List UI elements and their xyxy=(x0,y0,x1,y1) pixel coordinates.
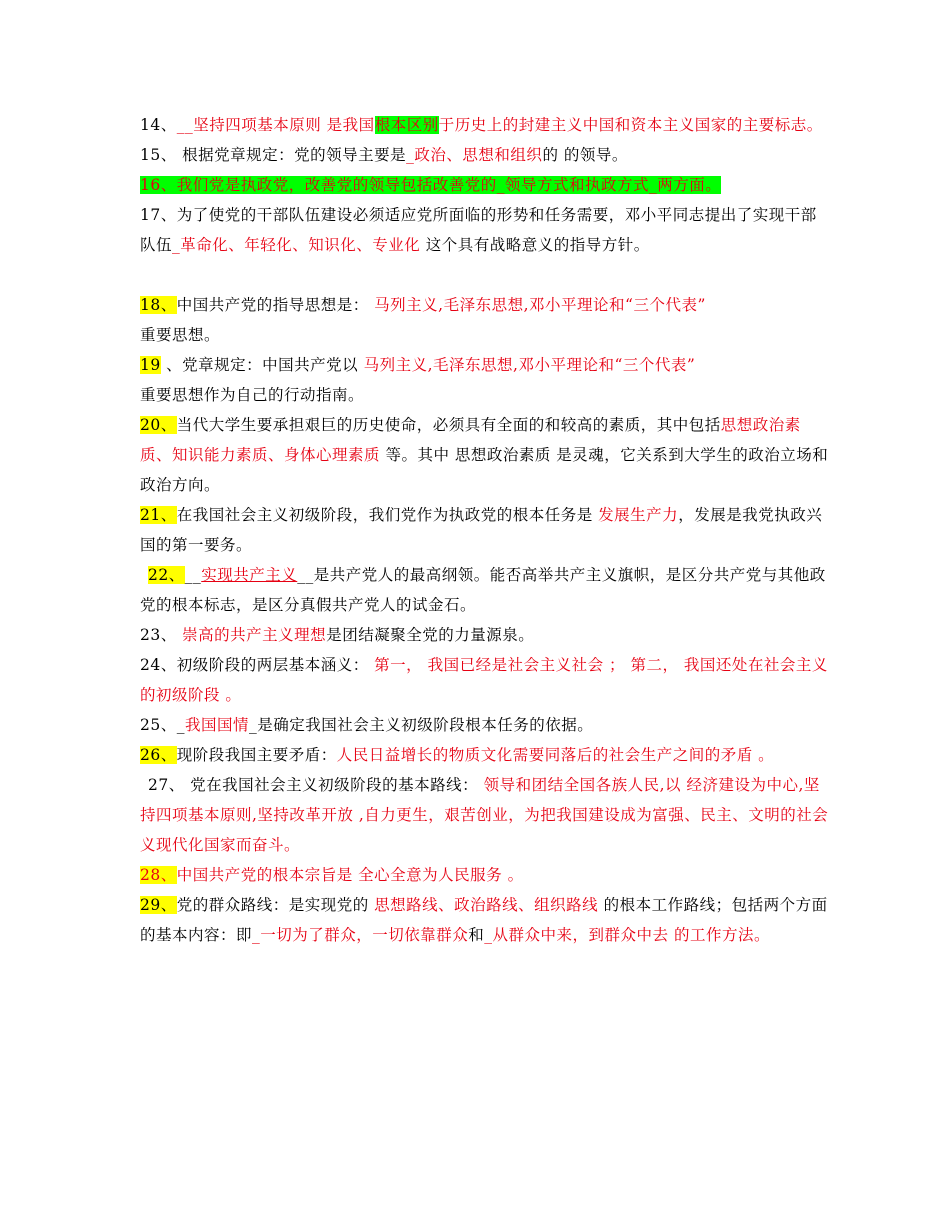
answer-text: 马列主义,毛泽东思想,邓小平理论和“三个代表” xyxy=(358,356,696,374)
highlight: 根本区别 xyxy=(374,116,439,134)
answer-text: _从群众中来，到群众中去 的工作方法。 xyxy=(484,926,770,944)
answer-text: 实现共产主义 xyxy=(201,566,298,584)
item-27: 27、 党在我国社会主义初级阶段的基本路线： 领导和团结全国各族人民,以 经济建设为中心,坚持四项基本原则,坚持改革开放 ,自力更生，艰苦创业，为把我国建设成为富强、民主、文明的社会义现代化国家而奋斗。 xyxy=(140,776,829,854)
answer-text: 崇高的共产主义理想 xyxy=(182,626,327,644)
item-14: 14、__坚持四项基本原则 是我国根本区别于历史上的封建主义中国和资本主义国家的主要标志。 xyxy=(140,116,823,134)
answer-text: __坚持四项基本原则 xyxy=(176,116,322,134)
item-29: 29、党的群众路线：是实现党的 思想路线、政治路线、组织路线 的根本工作路线；包括两个方面的基本内容：即_一切为了群众，一切依靠群众和_从群众中来，到群众中去 的工作方法。 xyxy=(140,896,828,944)
answer-text: 发展生产力 xyxy=(592,506,679,524)
answer-text: _一切为了群众，一切依靠群众 xyxy=(252,926,469,944)
item-26: 26、现阶段我国主要矛盾：人民日益增长的物质文化需要同落后的社会生产之间的矛盾 。 xyxy=(140,746,775,764)
item-17: 17、为了使党的干部队伍建设必须适应党所面临的形势和任务需要，邓小平同志提出了实现干部队伍_革命化、年轻化、知识化、专业化 这个具有战略意义的指导方针。 xyxy=(140,206,817,254)
item-25: 25、_我国国情_是确定我国社会主义初级阶段根本任务的依据。 xyxy=(140,716,594,734)
item-21: 21、在我国社会主义初级阶段，我们党作为执政党的根本任务是 发展生产力，发展是我党执政兴国的第一要务。 xyxy=(140,506,823,554)
item-19: 19 、党章规定：中国共产党以 马列主义,毛泽东思想,邓小平理论和“三个代表” 重要思想作为自己的行动指南。 xyxy=(140,356,696,404)
answer-text: 第一， 我国已经是社会主义社会 ； 第二， 我国还处在社会主义的初级阶段 。 xyxy=(140,656,828,704)
answer-text: 中国共产党的根本宗旨是 全心全意为人民服务 。 xyxy=(176,866,524,884)
answer-text: 思想路线、政治路线、组织路线 xyxy=(368,896,599,914)
item-28: 28、中国共产党的根本宗旨是 全心全意为人民服务 。 xyxy=(140,866,524,884)
spacer xyxy=(140,260,830,290)
item-16: 16、我们党是执政党，改善党的领导包括改善党的_领导方式和执政方式_两方面。 xyxy=(140,176,722,194)
answer-text: 思想政治素质、知识能力素质、身体心理素质 xyxy=(140,416,801,464)
answer-text: 人民日益增长的物质文化需要同落后的社会生产之间的矛盾 。 xyxy=(336,746,775,764)
answer-text: 马列主义,毛泽东思想,邓小平理论和“三个代表” xyxy=(368,296,706,314)
answer-text: 我国国情 xyxy=(184,716,249,734)
answer-text: _革命化、年轻化、知识化、专业化 xyxy=(172,236,421,254)
item-22: 22、__实现共产主义__是共产党人的最高纲领。能否高举共产主义旗帜，是区分共产党与其他政党的根本标志，是区分真假共产党人的试金石。 xyxy=(140,566,826,614)
answer-text: _领导方式和执政方式_ xyxy=(496,176,658,194)
item-20: 20、当代大学生要承担艰巨的历史使命，必须具有全面的和较高的素质，其中包括思想政治素质、知识能力素质、身体心理素质 等。其中 思想政治素质 是灵魂，它关系到大学生的政治立场和政治方向。 xyxy=(140,416,829,494)
item-18: 18、中国共产党的指导思想是： 马列主义,毛泽东思想,邓小平理论和“三个代表” 重要思想。 xyxy=(140,296,706,344)
item-23: 23、 崇高的共产主义理想是团结凝聚全党的力量源泉。 xyxy=(140,626,535,644)
document-body xyxy=(140,110,830,950)
item-15: 15、 根据党章规定：党的领导主要是_政治、思想和组织的 的领导。 xyxy=(140,146,628,164)
answer-text: 领导和团结全国各族人民,以 经济建设为中心,坚持四项基本原则,坚持改革开放 ,自力更生，艰苦创业，为把我国建设成为富强、民主、文明的社会义现代化国家而奋斗。 xyxy=(140,776,829,854)
answer-text: _政治、思想和组织 xyxy=(406,146,543,164)
item-24: 24、初级阶段的两层基本涵义： 第一， 我国已经是社会主义社会 ； 第二， 我国还处在社会主义的初级阶段 。 xyxy=(140,656,828,704)
